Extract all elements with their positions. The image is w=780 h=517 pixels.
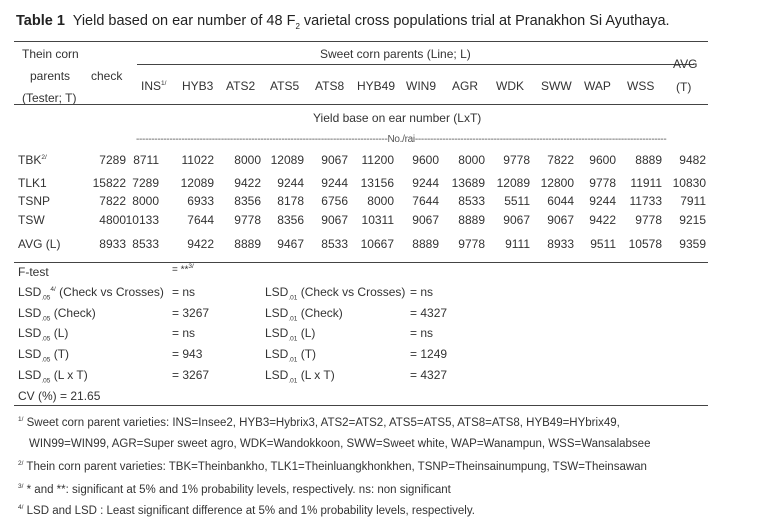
lsd05-term: (L x T) [53,368,88,382]
table-cell: 10133 [125,213,159,227]
lsd05-text: LSD [18,285,42,299]
column-header-ats5: ATS5 [270,79,300,93]
avg-t-cell: 9482 [679,153,706,167]
check-cell: 15822 [92,176,126,190]
lsd05-value: = 3267 [172,368,210,382]
lsd05-text: LSD [18,347,42,361]
title-sub: 2 [295,21,300,31]
column-header-win9: WIN9 [406,79,436,93]
table-cell: 9422 [187,237,214,251]
lsd01-term: (Check) [300,306,343,320]
footnote-1-cont: WIN99=WIN99, AGR=Super sweet agro, WDK=Wandokkoon, SWW=Sweet white, WAP=Wanampun, WSS=Wansalabsee [29,438,651,450]
lsd01-text: LSD [265,368,289,382]
table-cell: 12089 [180,176,214,190]
table-cell: 9067 [503,213,530,227]
table-cell: 9244 [277,176,304,190]
table-cell: 7822 [547,153,574,167]
table-cell: 8933 [547,237,574,251]
table-cell: 6933 [187,194,214,208]
lsd05-subscript: .05 [41,294,51,302]
table-cell: 8533 [132,237,159,251]
ftest-mark: 3/ [188,263,194,270]
footnote-2-text: Thein corn parent varieties: TBK=Theinbankho, TLK1=Theinluangkhonkhen, TSNP=Theinsainumpung, TSW=Theinsawan [26,460,647,473]
ins-footnote-mark: 1/ [161,80,167,87]
table-cell: 5511 [504,194,530,208]
lsd05-label [18,368,88,384]
table-cell: 6756 [321,194,348,208]
table-cell: 7644 [412,194,439,208]
table-cell: 9778 [458,237,485,251]
column-header-agr: AGR [452,79,479,93]
table-cell: 12089 [496,176,530,190]
table-cell: 9778 [635,213,662,227]
table-cell: 11911 [630,176,662,190]
table-cell: 8889 [458,213,485,227]
table-cell: 9067 [321,213,348,227]
lsd01-label [265,368,335,384]
lsd05-value: = 943 [172,347,203,361]
table-cell: 7289 [132,176,159,190]
table-cell: 9111 [505,237,530,251]
table-cell: 10311 [361,213,394,227]
lsd01-label [265,285,405,301]
unit-line [136,134,666,145]
table-cell: 8533 [458,194,485,208]
lsd01-text: LSD [265,285,289,299]
table-cell: 12800 [540,176,574,190]
table-label: Table 1 [16,13,65,29]
footnote-3-mark: 3/ [18,483,24,490]
lsd01-value: = ns [410,285,434,299]
row-label: TSNP [18,194,51,208]
table-cell: 9778 [589,176,616,190]
lsd05-value: = ns [172,326,196,340]
table-cell: 9422 [589,213,616,227]
avg-t-cell: 10830 [672,176,706,190]
lsd05-label [18,285,164,301]
column-header-wap: WAP [584,79,611,93]
footnote-3 [18,483,451,496]
tester-header-line3: (Tester; T) [22,91,77,105]
lsd05-label [18,326,68,342]
table-cell: 8000 [367,194,394,208]
lsd05-subscript: .05 [41,356,51,364]
lsd01-subscript: .01 [288,377,298,385]
row-label: $TBK^{2/}$ [18,153,47,167]
lsd01-label [265,326,315,342]
lsd01-term: (Check vs Crosses) [300,285,406,299]
bottom-rule [14,405,708,406]
table-cell: 11733 [629,194,662,208]
lsd05-subscript: .05 [41,377,51,385]
table-cell: 8889 [635,153,662,167]
lsd05-text: LSD [18,306,42,320]
lsd05-text: LSD [18,368,42,382]
lsd01-subscript: .01 [288,315,298,323]
column-header-ins: $INS^{1/}$ [141,79,167,93]
footnote-4-text-a: LSD [26,504,49,517]
lsd05-label [18,306,96,322]
table-cell: 8356 [234,194,261,208]
top-rule [14,41,708,42]
lsd01-text: LSD [265,347,289,361]
table-title [16,13,670,31]
ftest-value [172,263,194,275]
table-cell: 9244 [589,194,616,208]
table-cell: 13156 [360,176,394,190]
lsd05-label [18,347,69,363]
ftest-label: F-test [18,265,49,279]
row-label-mark: 2/ [41,154,47,161]
table-cell: 10667 [360,237,394,251]
column-header-wss: WSS [627,79,655,93]
line-group-header: Sweet corn parents (Line; L) [320,47,471,61]
unit-dashes-right: ----------------------------------------------------------------------------------- [414,134,667,145]
table-cell: 8356 [277,213,304,227]
table-cell: 9067 [412,213,439,227]
footnote-1 [18,416,620,429]
avg-t-cell: 9359 [679,237,706,251]
table-cell: 11022 [181,153,214,167]
check-cell: 8933 [99,237,126,251]
lsd01-subscript: .01 [288,335,298,343]
column-header-hyb49: HYB49 [357,79,396,93]
yield-subheader: Yield base on ear number (LxT) [313,111,482,125]
footnote-4-text-b: and LSD [49,504,97,517]
lsd01-value: = ns [410,326,434,340]
row-label: TSW [18,213,45,227]
column-header-ats8: ATS8 [315,79,345,93]
table-cell: 13689 [451,176,485,190]
table-cell: 8000 [234,153,261,167]
table-cell: 9244 [321,176,348,190]
footnote-4-text-c: : Least significant difference at 5% and 1% probability levels, respectively. [96,504,475,517]
footnote-4-mark: 4/ [18,504,24,511]
unit-dashes-left: ----------------------------------------------------------------------------------- [136,134,388,145]
column-header-ats2: ATS2 [226,79,256,93]
lsd01-text: LSD [265,326,289,340]
body-rule [14,262,708,263]
table-cell: 8178 [277,194,304,208]
table-cell: 9467 [277,237,304,251]
title-text-a: Yield based on ear number of 48 F [72,13,296,29]
table-cell: 6044 [547,194,574,208]
column-header-sww: SWW [541,79,572,93]
column-header-hyb3: HYB3 [182,79,214,93]
row-label: AVG (L) [18,237,61,251]
table-cell: 8889 [234,237,261,251]
lsd01-term: (L x T) [300,368,335,382]
lsd05-subscript: .05 [41,335,51,343]
check-cell: 7289 [99,153,126,167]
table-cell: 9600 [412,153,439,167]
footnote-3-text: * and **: significant at 5% and 1% probability levels, respectively. ns: non significant [26,483,451,496]
header-rule [14,104,708,105]
lsd05-value: = ns [172,285,196,299]
table-cell: 8533 [321,237,348,251]
lsd05-mark: 4/ [50,286,56,293]
lsd05-term: (Check) [53,306,96,320]
lsd05-text: LSD [18,326,42,340]
row-label: TLK1 [18,176,47,190]
lsd05-term: (Check vs Crosses) [59,285,164,299]
check-cell: 4800 [99,213,126,227]
table-cell: 9778 [234,213,261,227]
table-cell: 9600 [589,153,616,167]
tester-header-line2: parents [30,69,71,83]
table-cell: 12089 [270,153,304,167]
table-cell: 9422 [234,176,261,190]
ftest-value-text: = ** [172,264,189,276]
check-header: check [91,69,123,83]
lsd01-subscript: .01 [288,294,298,302]
table-cell: 9244 [412,176,439,190]
avg-t-cell: 9215 [679,213,706,227]
footnote-2-mark: 2/ [18,460,24,467]
table-cell: 7644 [187,213,214,227]
footnote-1-mark: 1/ [18,416,24,423]
lsd05-value: = 3267 [172,306,210,320]
lsd01-value: = 1249 [410,347,448,361]
check-cell: 7822 [99,194,126,208]
lsd01-value: = 4327 [410,368,448,382]
table-cell: 9067 [547,213,574,227]
table-cell: 9067 [321,153,348,167]
table-cell: 11200 [361,153,394,167]
table-cell: 8711 [133,153,159,167]
table-cell: 9511 [590,237,616,251]
table-cell: 8000 [458,153,485,167]
table-cell: 8000 [132,194,159,208]
lsd05-term: (L) [53,326,69,340]
lsd01-term: (T) [300,347,317,361]
lsd01-label [265,306,343,322]
lsd01-subscript: .01 [288,356,298,364]
line-group-rule [137,64,694,65]
footnote-2 [18,460,647,473]
table-cell: 8889 [412,237,439,251]
title-text-b: varietal cross populations trial at Pranakhon Si Ayuthaya. [299,13,670,29]
avg-t-cell: 7911 [680,194,706,208]
lsd01-text: LSD [265,306,289,320]
lsd05-subscript: .05 [41,315,51,323]
lsd05-term: (T) [53,347,70,361]
cv-value: CV (%) = 21.65 [18,389,101,403]
avg-t-header-line1: AVG [673,57,698,71]
footnote-1-line1: Sweet corn parent varieties: INS=Insee2, HYB3=Hybrix3, ATS2=ATS2, ATS5=ATS5, ATS8=ATS8, HYB49=HYbrix49, [26,416,620,429]
avg-t-header-line2: (T) [676,80,692,94]
lsd01-label [265,347,316,363]
table-cell: 10578 [628,237,662,251]
tester-header-line1: Thein corn [22,47,79,61]
column-header-wdk: WDK [496,79,524,93]
lsd01-term: (L) [300,326,316,340]
unit-label: No./rai [387,134,415,145]
table-cell: 9778 [503,153,530,167]
lsd01-value: = 4327 [410,306,448,320]
